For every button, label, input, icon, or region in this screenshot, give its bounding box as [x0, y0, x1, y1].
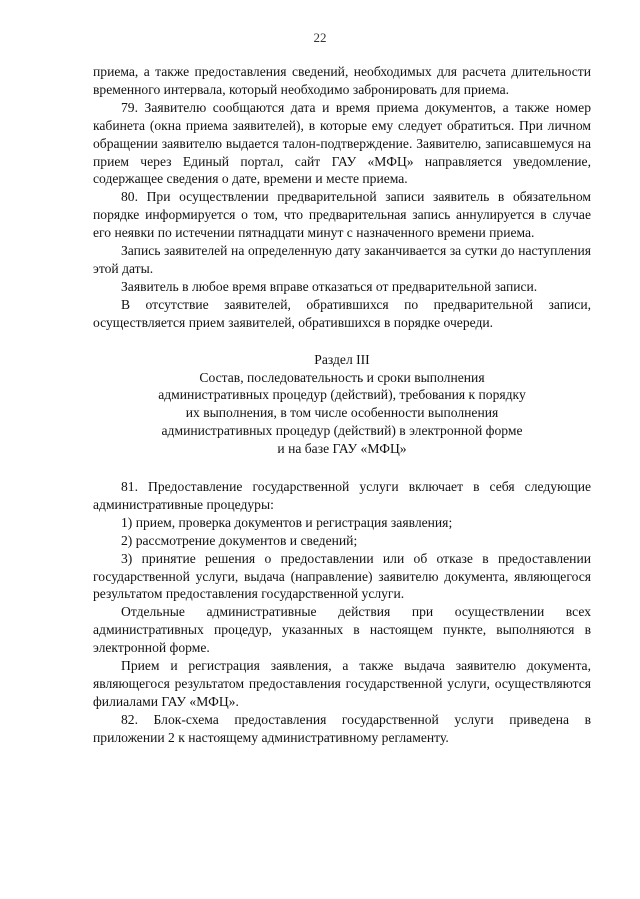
paragraph-81: 81. Предоставление государственной услуги включает в себя следующие административные процедуры:	[93, 479, 591, 512]
paragraph-cancel-right: Заявитель в любое время вправе отказаться от предварительной записи.	[121, 278, 538, 294]
section-heading-line: административных процедур (действий) в электронной форме	[161, 423, 523, 439]
paragraph-79: 79. Заявителю сообщаются дата и время приема документов, а также номер кабинета (окна приема заявителей), в которые ему следует обратиться. При личном обращении заявителю выдается талон-подтверждение. Заявителю, записавшемуся на прием через Единый портал, сайт ГАУ «МФЦ» направляется уведомление, содержащее сведения о дате, времени и месте приема.	[93, 99, 591, 187]
document-body	[93, 63, 591, 747]
list-item-procedure-2: 2) рассмотрение документов и сведений;	[121, 532, 358, 548]
paragraph-80: 80. При осуществлении предварительной записи заявитель в обязательном порядке информируется о том, что предварительная запись аннулируется в случае его неявки по истечении пятнадцати минут с назначенного времени приема.	[93, 189, 591, 241]
section-heading-line: Состав, последовательность и сроки выполнения	[199, 369, 485, 385]
paragraph-mfc-branches: Прием и регистрация заявления, а также выдача заявителю документа, являющегося результатом предоставления государственной услуги, осуществляются филиалами ГАУ «МФЦ».	[93, 658, 591, 709]
paragraphs-top	[93, 63, 591, 332]
paragraph-82: 82. Блок-схема предоставления государственной услуги приведена в приложении 2 к настоящему административному регламенту.	[93, 711, 591, 745]
section-title: Раздел III	[314, 351, 370, 367]
section-heading-line: и на базе ГАУ «МФЦ»	[277, 441, 407, 457]
paragraph-queue: В отсутствие заявителей, обратившихся по предварительной записи, осуществляется прием заявителей, обратившихся в порядке очереди.	[93, 296, 591, 330]
paragraph-record-deadline: Запись заявителей на определенную дату заканчивается за сутки до наступления этой даты.	[93, 243, 591, 276]
list-item-procedure-1: 1) прием, проверка документов и регистрация заявления;	[121, 514, 453, 530]
paragraphs-bottom	[93, 478, 591, 747]
section-heading-line: административных процедур (действий), требования к порядку	[158, 387, 526, 403]
list-item-procedure-3: 3) принятие решения о предоставлении или об отказе в предоставлении государственной услуги, выдача (направление) заявителю документа, являющегося результатом предоставления государственной услуги.	[93, 550, 591, 602]
paragraph-continuation: приема, а также предоставления сведений, необходимых для расчета длительности временного интервала, который необходимо забронировать для приема.	[93, 64, 591, 97]
paragraph-electronic-actions: Отдельные административные действия при осуществлении всех административных процедур, указанных в настоящем пункте, выполняются в электронной форме.	[93, 604, 591, 656]
section-heading-line: их выполнения, в том числе особенности выполнения	[185, 405, 499, 421]
page-number: 22	[313, 30, 327, 45]
section-header	[93, 351, 591, 458]
